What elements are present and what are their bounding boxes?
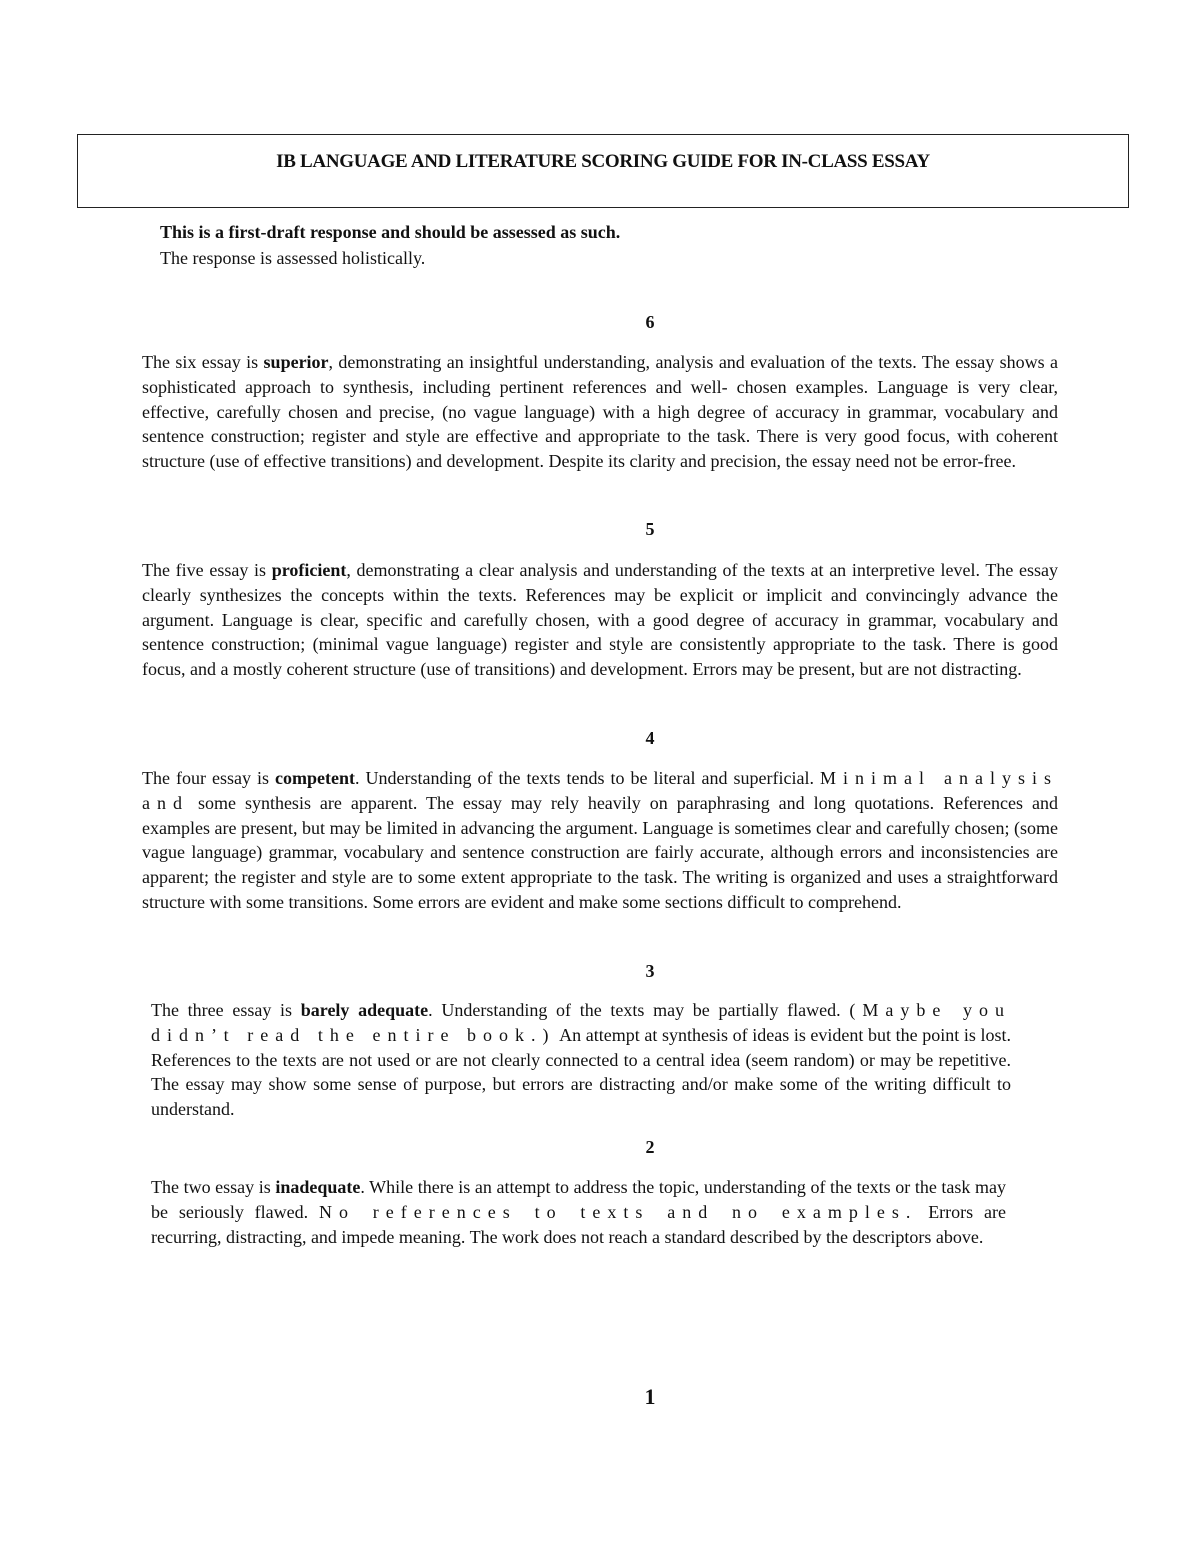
score-4-spaced-text: Minimal analysis and <box>142 768 1058 813</box>
title-box <box>77 134 1129 208</box>
score-6-descriptor: The six essay is superior, demonstrating an insightful understanding, analysis and evaluation of the texts. The essay shows a sophisticated approach to synthesis, including pertinent references and well- chosen examples. Language is very clear, effective, carefully chosen and precise, (no vague language) with a high degree of accuracy in grammar, vocabulary and sentence construction; register and style are effective and appropriate to the task. There is very good focus, with coherent structure (use of effective transitions) and development. Despite its clarity and precision, the essay need not be error-free. <box>142 352 1059 472</box>
score-3-descriptor: The three essay is barely adequate. Understanding of the texts may be partially flawed. (Maybe you didn’t read the entire book.) An attempt at synthesis of ideas is evident but the point is lost. References to the texts are not used or are not clearly connected to a central idea (seem random) or may be repetitive. The essay may show some sense of purpose, but errors are distracting and/or make some of the writing difficult to understand. <box>151 1000 1012 1120</box>
intro-block <box>160 219 620 271</box>
score-3-keyword: barely adequate <box>300 1000 429 1020</box>
score-5-descriptor: The five essay is proficient, demonstrating a clear analysis and understanding of the texts at an interpretive level. The essay clearly synthesizes the concepts within the texts. References may be explicit or implicit and convincingly advance the argument. Language is clear, specific and carefully chosen, with a good degree of accuracy in grammar, vocabulary and sentence construction; (minimal vague language) register and style are consistently appropriate to the task. There is good focus, and a mostly coherent structure (use of transitions) and development. Errors may be present, but are not distracting. <box>142 560 1058 680</box>
score-6-keyword: superior <box>263 352 329 372</box>
score-2-descriptor: The two essay is inadequate. While there is an attempt to address the topic, understanding of the texts or the task may be seriously flawed. No references to texts and no examples. Errors are recurring, distracting, and impede meaning. The work does not reach a standard described by the descriptors above. <box>151 1177 1006 1247</box>
intro-normal-line: The response is assessed holistically. <box>160 248 426 268</box>
page-number: 1 <box>644 1384 656 1409</box>
score-number-5: 5 <box>645 519 655 539</box>
document-title: IB LANGUAGE AND LITERATURE SCORING GUIDE FOR IN-CLASS ESSAY <box>276 151 930 172</box>
score-3-spaced-text: (Maybe you didn’t read the entire book.) <box>151 1000 1012 1045</box>
intro-bold-line: This is a first-draft response and should be assessed as such. <box>160 222 621 242</box>
score-number-4: 4 <box>645 728 655 748</box>
score-4-keyword: competent <box>275 768 355 788</box>
score-5-keyword: proficient <box>271 560 347 580</box>
score-2-keyword: inadequate <box>275 1177 361 1197</box>
score-4-descriptor: The four essay is competent. Understanding of the texts tends to be literal and superficial. Minimal analysis and some synthesis are apparent. The essay may rely heavily on paraphrasing and long quotations. References and examples are present, but may be limited in advancing the argument. Language is sometimes clear and carefully chosen; (some vague language) grammar, vocabulary and sentence construction are fairly accurate, although errors and inconsistencies are apparent; the register and style are to some extent appropriate to the task. The writing is organized and uses a straightforward structure with some transitions. Some errors are evident and make some sections difficult to comprehend. <box>142 768 1058 912</box>
score-number-6: 6 <box>645 312 655 332</box>
score-2-spaced-text: No references to texts and no examples. <box>318 1201 918 1222</box>
score-number-3: 3 <box>645 961 655 981</box>
score-number-2: 2 <box>645 1137 655 1157</box>
